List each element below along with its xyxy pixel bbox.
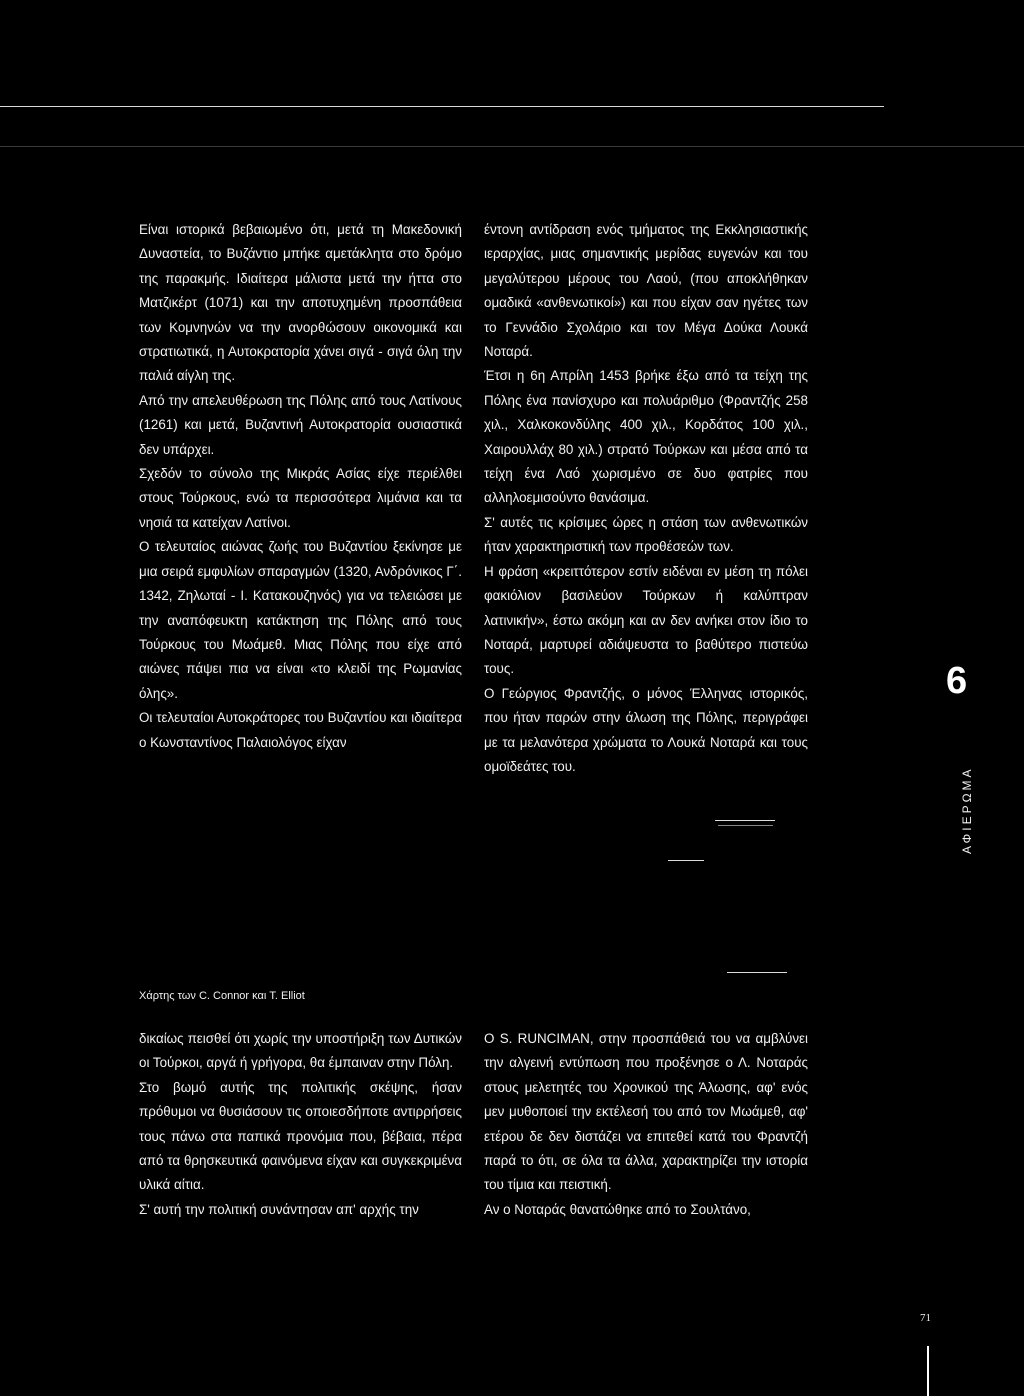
map-line (715, 820, 775, 821)
paragraph: Είναι ιστορικά βεβαιωμένο ότι, μετά τη Μακεδονική Δυναστεία, το Βυζάντιο μπήκε αμετάκλητα στο δρόμο της παρακμής. Ιδιαίτερα μάλιστα μετά την ήττα στο Ματζικέρτ (1071) και την αποτυχημένη προσπάθεια των Κομνηνών να την ανορθώσουν οικονομικά και στρατιωτικά, η Αυτοκρατορία χάνει σιγά - σιγά όλη την παλιά αίγλη της. (139, 222, 462, 384)
text-column-lower-left (139, 1027, 462, 1222)
paragraph: δικαίως πεισθεί ότι χωρίς την υποστήριξη των Δυτικών οι Τούρκοι, αργά ή γρήγορα, θα έμπαιναν στην Πόλη. (139, 1031, 462, 1071)
map-line (727, 972, 787, 973)
text-column-lower-right (484, 1027, 808, 1222)
paragraph: έντονη αντίδραση ενός τμήματος της Εκκλησιαστικής ιεραρχίας, μιας σημαντικής μερίδας ευγενών και του μεγαλύτερου μέρους του Λαού, (που αποκλήθηκαν ομαδικά «ανθενωτικοί») και που είχαν σαν ηγέτες των το Γεννάδιο Σχολάριο και τον Μέγα Δούκα Λουκά Νοταρά. (484, 222, 808, 360)
paragraph: Από την απελευθέρωση της Πόλης από τους Λατίνους (1261) και μετά, Βυζαντινή Αυτοκρατορία ουσιαστικά δεν υπάρχει. (139, 392, 462, 457)
paragraph: Η φράση «κρειττότερον εστίν ειδέναι εν μέση τη πόλει φακιόλιον βασιλεύον Τούρκων ή καλύπτραν λατινικήν», έστω ακόμη και αν δεν ανήκει στον ίδιο το Νοταρά, μαρτυρεί αδιάψευστα το βαθύτερο πιστεύω τους. (484, 563, 808, 677)
text-column-upper-left (139, 218, 462, 755)
paragraph: Έτσι η 6η Απρίλη 1453 βρήκε έξω από τα τείχη της Πόλης ένα πανίσχυρο και πολυάριθμο (Φραντζής 258 χιλ., Χαλκοκονδύλης 400 χιλ., Κορδάτος 100 χιλ., Χαιρουλλάχ 80 χιλ.) στρατό Τούρκων και μέσα από τα τείχη ένα Λαό χωρισμένο σε δυο φατρίες που αλληλοεμισούντο θανάσιμα. (484, 368, 808, 506)
paragraph: Ο Γεώργιος Φραντζής, ο μόνος Έλληνας ιστορικός, που ήταν παρών στην άλωση της Πόλης, περιγράφει με τα μελανότερα χρώματα το Λουκά Νοταρά και τους ομοϊδεάτες του. (484, 685, 808, 774)
paragraph: Σ' αυτή την πολιτική συνάντησαν απ' αρχής την (139, 1201, 419, 1217)
section-number: 6 (946, 660, 968, 702)
paragraph: Οι τελευταίοι Αυτοκράτορες του Βυζαντίου και ιδιαίτερα ο Κωνσταντίνος Παλαιολόγος είχαν (139, 710, 462, 750)
paragraph: Ο τελευταίος αιώνας ζωής του Βυζαντίου ξεκίνησε με μια σειρά εμφυλίων σπαραγμών (1320, Ανδρόνικος Γ΄. 1342, Ζηλωταί - Ι. Κατακουζηνός) για να τελειώσει με την αναπόφευκτη κατάκτηση της Πόλης από τους Τούρκους του Μωάμεθ. Μιας Πόλης που είχε από αιώνες πάψει πια να είναι «το κλειδί της Ρωμανίας όλης». (139, 539, 462, 701)
text-column-upper-right (484, 218, 808, 779)
section-label: ΑΦΙΕΡΩΜΑ (960, 766, 974, 854)
paragraph: Στο βωμό αυτής της πολιτικής σκέψης, ήσαν πρόθυμοι να θυσιάσουν τις οποιεσδήποτε αντιρρήσεις τους πάνω στα παπικά προνόμια που, βέβαια, πέρα από τα θρησκευτικά φαινόμενα είχαν και συγκεκριμένα υλικά αίτια. (139, 1079, 462, 1193)
paragraph: Σ' αυτές τις κρίσιμες ώρες η στάση των ανθενωτικών ήταν χαρακτηριστική των προθέσεών των. (484, 514, 808, 555)
paragraph: Σχεδόν το σύνολο της Μικράς Ασίας είχε περιέλθει στους Τούρκους, ενώ τα περισσότερα λιμάνια και τα νησιά τα κατείχαν Λατίνοι. (139, 466, 462, 530)
map-image (600, 790, 840, 990)
map-line (718, 825, 773, 826)
page-marker-bar (927, 1346, 929, 1396)
paragraph: Ο S. RUNCIMAN, στην προσπάθειά του να αμβλύνει την αλγεινή εντύπωση που προξένησε ο Λ. Νοταράς στους μελετητές του Χρονικού της Άλωσης, αφ' ενός μεν μυθοποιεί την εκτέλεσή του από τον Μωάμεθ, αφ' ετέρου δε δεν διστάζει να επιτεθεί κατά του Φραντζή παρά το ότι, σε όλα τα άλλα, χαρακτηρίζει την ιστορία του τίμια και πειστική. (484, 1031, 808, 1193)
map-caption: Χάρτης των C. Connor και T. Elliot (139, 990, 305, 1002)
paragraph: Αν ο Νοταράς θανατώθηκε από το Σουλτάνο, (484, 1201, 751, 1217)
page-number: 71 (920, 1312, 931, 1324)
header-rule (0, 106, 884, 107)
map-line (668, 860, 704, 861)
header-rule-secondary (0, 146, 1024, 147)
